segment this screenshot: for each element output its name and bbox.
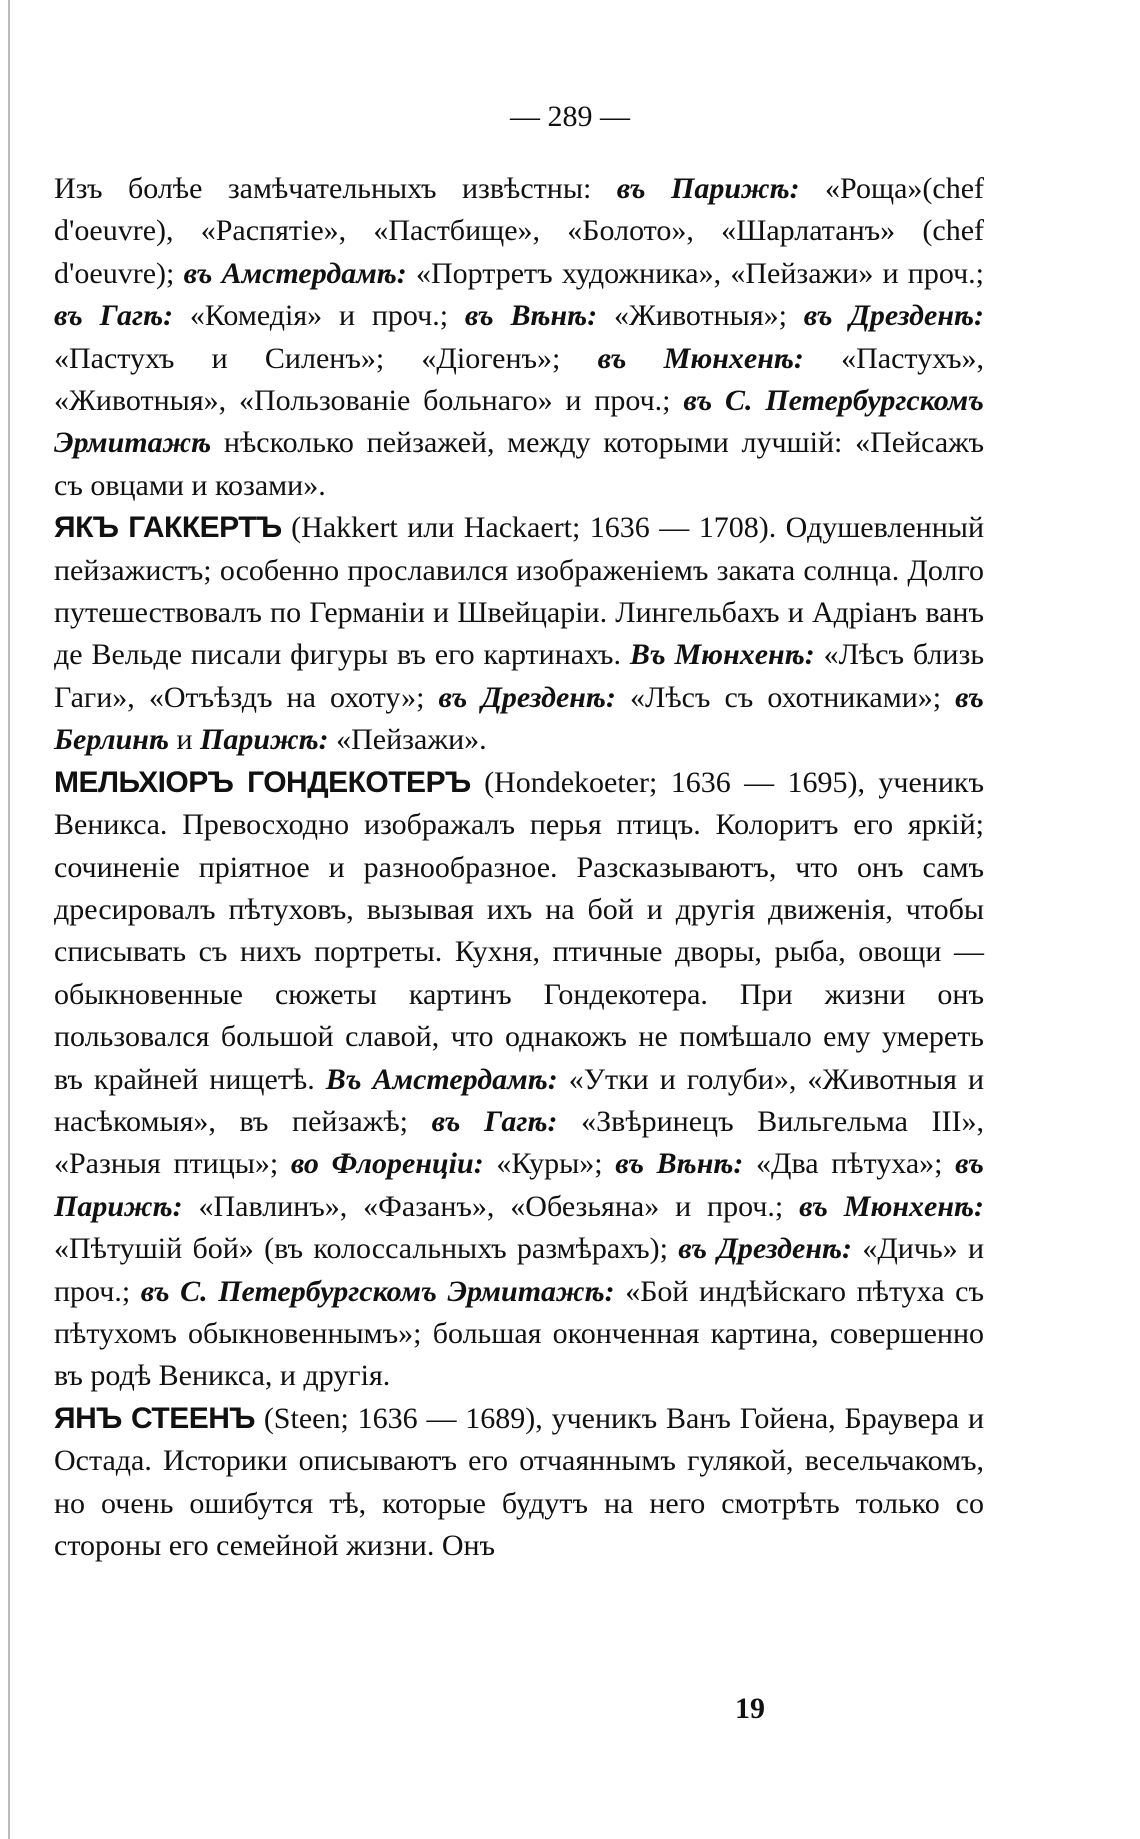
page-number: — 289 — <box>510 100 630 133</box>
text: (Steen; 1636 — 1689), ученикъ Ванъ Гойена, Браувера и Остада. Историки описываютъ его отчаяннымъ гулякой, весельчакомъ, но очень ошибутся тѣ, которые будутъ на него смотрѣть только со стороны его семейной жизни. Онъ <box>54 1401 984 1562</box>
location-name: Въ Амстердамѣ: <box>325 1062 558 1096</box>
body-text <box>54 168 984 1567</box>
text: «Животныя»; <box>597 299 804 333</box>
location-name: въ Мюнхенѣ: <box>597 341 804 375</box>
location-name: въ Дрезденѣ: <box>678 1232 853 1266</box>
signature-mark: 19 <box>735 1692 765 1725</box>
location-name: въ Мюнхенѣ: <box>799 1189 984 1223</box>
text: «Два пѣтуха»; <box>743 1147 956 1181</box>
location-name: въ Парижѣ: <box>54 1147 984 1223</box>
text: «Утки и голуби», «Животныя и насѣкомыя», въ пейзажѣ; <box>54 1062 984 1138</box>
paragraph-3 <box>54 762 984 1398</box>
location-name: во Флоренціи: <box>290 1147 484 1181</box>
text: «Лѣсъ съ охотниками»; <box>615 680 956 714</box>
text: «Роща»(chef d'oeuvre), «Распятіе», «Пастбище», «Болото», «Шарлатанъ» (chef d'oeuvre); <box>54 172 985 290</box>
text: «Пастухъ и Силенъ»; «Діогенъ»; <box>54 341 598 375</box>
location-name: въ Дрезденѣ: <box>438 680 616 714</box>
location-name: въ Вѣнѣ: <box>464 299 598 333</box>
paragraph-1 <box>54 168 984 507</box>
text: «Пѣтушій бой» (въ колоссальныхъ размѣрахъ); <box>54 1232 679 1266</box>
location-name: въ Гагѣ: <box>431 1104 558 1138</box>
text: «Пастухъ», «Животныя», «Пользованіе больнаго» и проч.; <box>54 341 984 418</box>
location-name: въ Вѣнѣ: <box>615 1147 744 1181</box>
text: (Hakkert или Hackaert; 1636 — 1708). Одушевленный пейзажистъ; особенно прославился изображеніемъ заката солнца. Долго путешествовалъ по Германіи и Швейцаріи. Лингельбахъ и Адріанъ ванъ де Вельде писали фигуры въ его картинахъ. <box>54 511 984 672</box>
location-name: Парижѣ: <box>200 723 329 757</box>
text: (Hondekoeter; 1636 — 1695), ученикъ Вениксa. Превосходно изображалъ перья птицъ. Колоритъ его яркій; сочиненіе пріятное и разнообразное. Разсказываютъ, что онъ самъ дресировалъ пѣтуховъ, вызывая ихъ на бой и другія движенія, чтобы списывать съ нихъ портреты. Кухня, птичные дворы, рыба, овощи — обыкновенные сюжеты картинъ Гондекотера. При жизни онъ пользовался большой славой, что однакожъ не помѣшало ему умереть въ крайней нищетѣ. <box>54 765 984 1096</box>
text: «Бой индѣйскаго пѣтуха съ пѣтухомъ обыкновеннымъ»; большая оконченная картина, совершенно въ родѣ Веникса, и другія. <box>54 1274 984 1393</box>
location-name: въ С. Петербургскомъ Эрмитажѣ <box>54 384 984 460</box>
text: «Дичь» и проч.; <box>54 1232 985 1308</box>
location-name: Въ Мюнхенѣ: <box>629 638 815 672</box>
text: нѣсколько пейзажей, между которыми лучшій: «Пейсажъ съ овцами и козами». <box>54 426 984 502</box>
artist-heading: ЯНЪ СТЕЕНЪ <box>54 1401 255 1435</box>
text: «Звѣринецъ Вильгельма III», «Разныя птицы»; <box>54 1104 984 1181</box>
paragraph-2 <box>54 507 984 761</box>
paragraph-4 <box>54 1398 984 1568</box>
location-name: въ Дрезденѣ: <box>803 299 984 333</box>
location-name: въ Парижѣ: <box>616 172 800 205</box>
artist-heading: МЕЛЬХІОРЪ ГОНДЕКОТЕРЪ <box>54 765 471 799</box>
text: «Комедія» и проч.; <box>173 299 465 333</box>
location-name: въ Гагѣ: <box>54 299 174 333</box>
text: Изъ болѣе замѣчательныхъ извѣстны: <box>54 172 617 205</box>
location-name: въ Берлинѣ <box>54 680 984 757</box>
text: «Пейзажи». <box>328 723 487 757</box>
location-name: въ С. Петербургскомъ Эрмитажѣ: <box>140 1274 615 1308</box>
text: «Павлинъ», «Фазанъ», «Обезьяна» и проч.; <box>182 1189 800 1223</box>
location-name: въ Амстердамѣ: <box>183 256 407 290</box>
text: и <box>168 723 201 757</box>
text: «Портретъ художника», «Пейзажи» и проч.; <box>406 256 984 290</box>
artist-heading: ЯКЪ ГАККЕРТЪ <box>54 511 282 545</box>
page-edge-line <box>8 0 10 1839</box>
text: «Куры»; <box>483 1147 616 1181</box>
text: «Лѣсъ близь Гаги», «Отъѣздъ на охоту»; <box>54 638 984 714</box>
